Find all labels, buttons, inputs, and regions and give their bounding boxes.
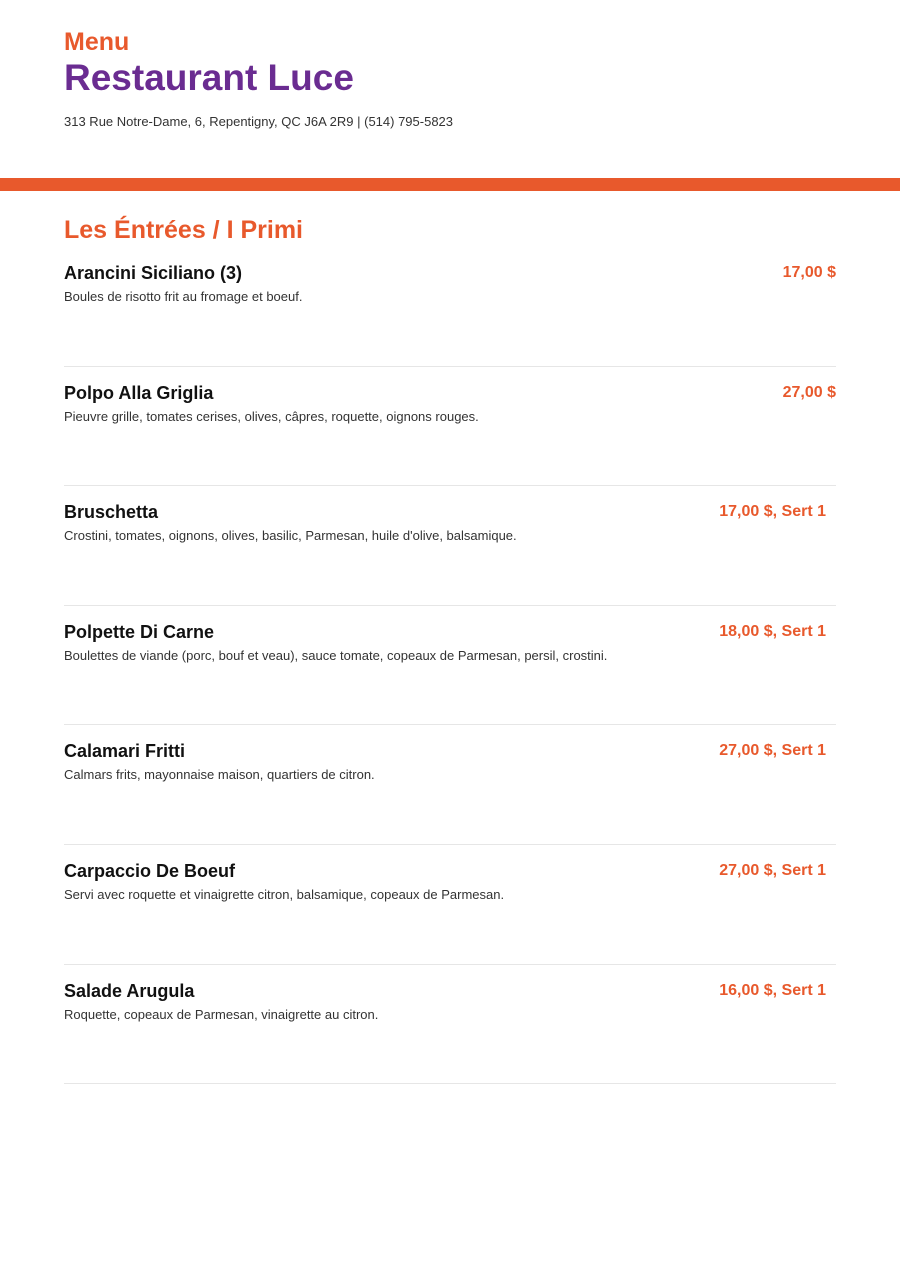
menu-item-description: Servi avec roquette et vinaigrette citron, balsamique, copeaux de Parmesan. <box>64 886 505 902</box>
menu-item-description: Roquette, copeaux de Parmesan, vinaigrette au citron. <box>64 1006 379 1022</box>
menu-item-name: Carpaccio De Boeuf <box>64 860 236 881</box>
menu-item-name: Bruschetta <box>64 502 159 523</box>
menu-item <box>64 367 836 487</box>
menu-item <box>64 247 836 367</box>
header-divider-bar <box>0 178 900 191</box>
menu-label: Menu <box>64 28 130 56</box>
menu-item-name: Polpette Di Carne <box>64 621 215 642</box>
menu-header <box>0 0 900 150</box>
menu-item-name: Salade Arugula <box>64 980 195 1001</box>
menu-item-name: Arancini Siciliano (3) <box>64 263 243 283</box>
menu-item-name: Polpo Alla Griglia <box>64 382 214 403</box>
menu-item <box>64 845 836 965</box>
menu-item-price: 18,00 $, Sert 1 <box>719 622 826 640</box>
menu-section-entrees <box>64 213 836 1084</box>
menu-item-price: 27,00 $ <box>782 383 836 401</box>
menu-item-price: 16,00 $, Sert 1 <box>719 981 826 999</box>
menu-item-price: 17,00 $ <box>782 264 836 281</box>
menu-item-price: 27,00 $, Sert 1 <box>719 861 826 879</box>
menu-item-name: Calamari Fritti <box>64 741 186 762</box>
menu-item-description: Boules de risotto frit au fromage et boeuf. <box>64 289 303 304</box>
menu-item-description: Crostini, tomates, oignons, olives, basilic, Parmesan, huile d'olive, balsamique. <box>64 528 517 544</box>
menu-item-price: 17,00 $, Sert 1 <box>719 503 826 521</box>
restaurant-name: Restaurant Luce <box>64 57 354 98</box>
menu-item <box>64 486 836 606</box>
menu-item-description: Calmars frits, mayonnaise maison, quartiers de citron. <box>64 767 375 783</box>
section-title: Les Éntrées / I Primi <box>64 216 303 244</box>
menu-item <box>64 606 836 726</box>
menu-item <box>64 725 836 845</box>
menu-item-description: Pieuvre grille, tomates cerises, olives, câpres, roquette, oignons rouges. <box>64 408 479 424</box>
menu-item <box>64 965 836 1085</box>
restaurant-address: 313 Rue Notre-Dame, 6, Repentigny, QC J6A 2R9 | (514) 795-5823 <box>64 114 454 129</box>
menu-item-price: 27,00 $, Sert 1 <box>719 742 826 760</box>
menu-item-description: Boulettes de viande (porc, bouf et veau), sauce tomate, copeaux de Parmesan, persil, crostini. <box>64 647 608 663</box>
